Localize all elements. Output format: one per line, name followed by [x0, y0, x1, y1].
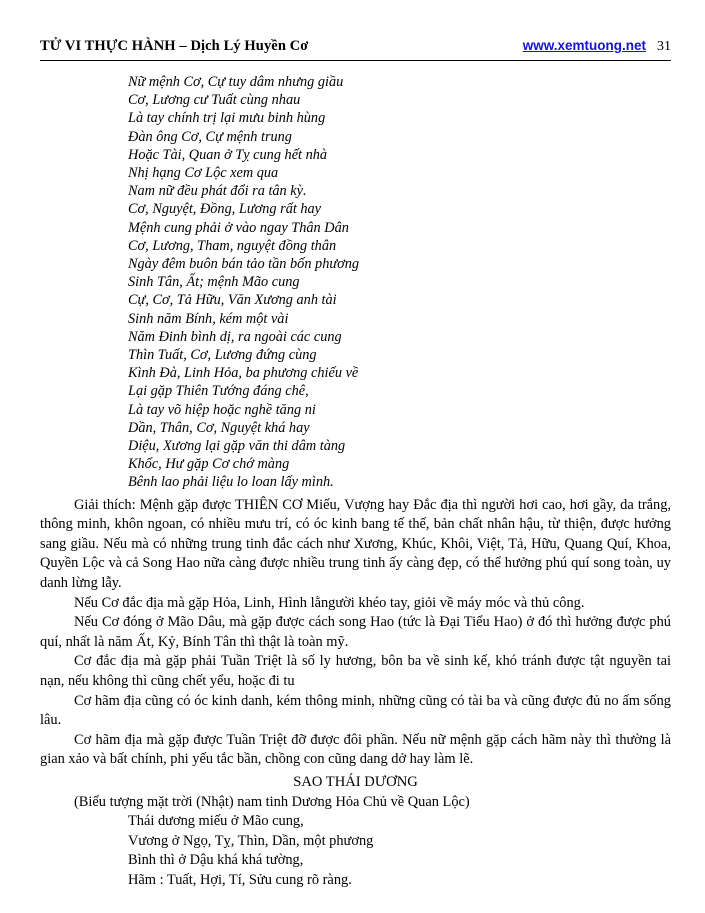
document-title: TỬ VI THỰC HÀNH – Dịch Lý Huyền Cơ [40, 38, 309, 54]
page-number: 31 [657, 39, 671, 54]
header-right-group [523, 38, 671, 55]
verse-line: Sinh Tân, Ất; mệnh Mão cung [128, 274, 300, 291]
header-divider [40, 60, 671, 61]
verse-line: Hoặc Tài, Quan ở Tỵ cung hết nhà [128, 146, 328, 163]
section-verse-block [128, 812, 671, 890]
verse-line: Mệnh cung phải ở vào ngay Thân Dân [128, 219, 349, 236]
verse-line: Bênh lao phải liệu lo loan lấy mình. [128, 474, 334, 491]
verse-line: Bình thì ở Dậu khá khá tường, [128, 852, 304, 869]
verse-line: Cơ, Nguyệt, Đồng, Lương rất hay [128, 201, 322, 218]
website-link[interactable]: www.xemtuong.net [522, 38, 646, 53]
verse-line: Cơ, Lương cư Tuất cùng nhau [128, 92, 301, 109]
verse-line: Lại gặp Thiên Tướng đáng chê, [128, 383, 309, 400]
verse-line: Thìn Tuất, Cơ, Lương đứng cùng [128, 347, 317, 364]
paragraph: Nếu Cơ đóng ở Mão Dâu, mà gặp được cách song Hao (tức là Đại Tiểu Hao) ở đó thì hưởng được phú quí, nhất là năm Ất, Kỷ, Bính Tân thì thật là toàn mỹ. [40, 614, 671, 650]
verse-line: Là tay võ hiệp hoặc nghề tăng ni [128, 401, 316, 418]
paragraph: Cơ hãm địa cũng có óc kinh danh, kém thông minh, những cũng có tài ba và cũng được đủ no ấm sống lâu. [40, 692, 671, 729]
verse-line: Kình Đà, Linh Hỏa, ba phương chiếu về [128, 365, 359, 382]
verse-line: Là tay chính trị lại mưu binh hùng [128, 110, 326, 127]
paragraph: Nếu Cơ đắc địa mà gặp Hỏa, Linh, Hình lằngười khéo tay, giỏi về máy móc và thủ công. [74, 594, 585, 611]
verse-line: Hãm : Tuất, Hợi, Tí, Sửu cung rõ ràng. [128, 871, 352, 888]
verse-line: Diệu, Xương lại gặp văn thi dâm tàng [128, 438, 346, 455]
verse-line: Ngày đêm buôn bán tảo tần bốn phương [128, 256, 360, 273]
verse-line: Khốc, Hư gặp Cơ chớ màng [128, 456, 290, 473]
paragraph: Cơ đắc địa mà gặp phải Tuần Triệt là số ly hương, bôn ba về sinh kế, khó tránh được tật nguyền tai nạn, nếu không thì cũng chết yểu, hoặc đi tu [40, 653, 671, 690]
verse-line: Nữ mệnh Cơ, Cự tuy dâm nhưng giầu [128, 74, 344, 90]
section-subtitle: (Biểu tượng mặt trời (Nhật) nam tinh Dương Hỏa Chủ về Quan Lộc) [74, 793, 470, 810]
verse-line: Vương ở Ngọ, Tỵ, Thìn, Dần, một phương [128, 832, 374, 849]
verse-block [128, 73, 671, 492]
verse-line: Sinh năm Bính, kém một vài [128, 310, 289, 327]
body-text [40, 496, 671, 770]
verse-line: Thái dương miếu ở Mão cung, [128, 813, 304, 830]
verse-line: Dần, Thân, Cơ, Nguyệt khá hay [128, 419, 310, 436]
verse-line: Năm Đinh bình dị, ra ngoài các cung [128, 328, 342, 345]
page-header [40, 38, 671, 58]
paragraph: Giải thích: Mệnh gặp được THIÊN CƠ Miếu, Vượng hay Đắc địa thì người hơi cao, hơi gầy, da trắng, thông minh, khôn ngoan, có nhiều mưu trí, có óc kinh bang tế thế, bản chất nhân hậu, từ thiện, được hưởng sang giầu. Nếu mà có những trung tinh đắc cách như Xương, Khúc, Khôi, Việt, Tả, Hữu, Quang Quí, Khoa, Quyền Lộc và cả Song Hao nữa càng được nhiều trung tinh ấy càng đẹp, có thể hưởng phú quí song toàn, uy danh lừng lẫy. [40, 496, 671, 592]
paragraph: Cơ hãm địa mà gặp được Tuần Triệt đỡ được đôi phần. Nếu nữ mệnh gặp cách hãm này thì thường là gian xảo và bất chính, phi yếu tắc bần, chồng con cũng dang dở hay làm lẽ. [40, 731, 671, 768]
verse-line: Đàn ông Cơ, Cự mệnh trung [128, 128, 292, 145]
verse-line: Cơ, Lương, Tham, nguyệt đồng thân [128, 237, 337, 254]
verse-line: Nam nữ đều phát đổi ra tân kỳ. [128, 183, 307, 200]
verse-line: Nhị hạng Cơ Lộc xem qua [128, 165, 279, 182]
section-heading: SAO THÁI DƯƠNG [293, 773, 418, 790]
verse-line: Cự, Cơ, Tả Hữu, Văn Xương anh tài [128, 292, 337, 309]
